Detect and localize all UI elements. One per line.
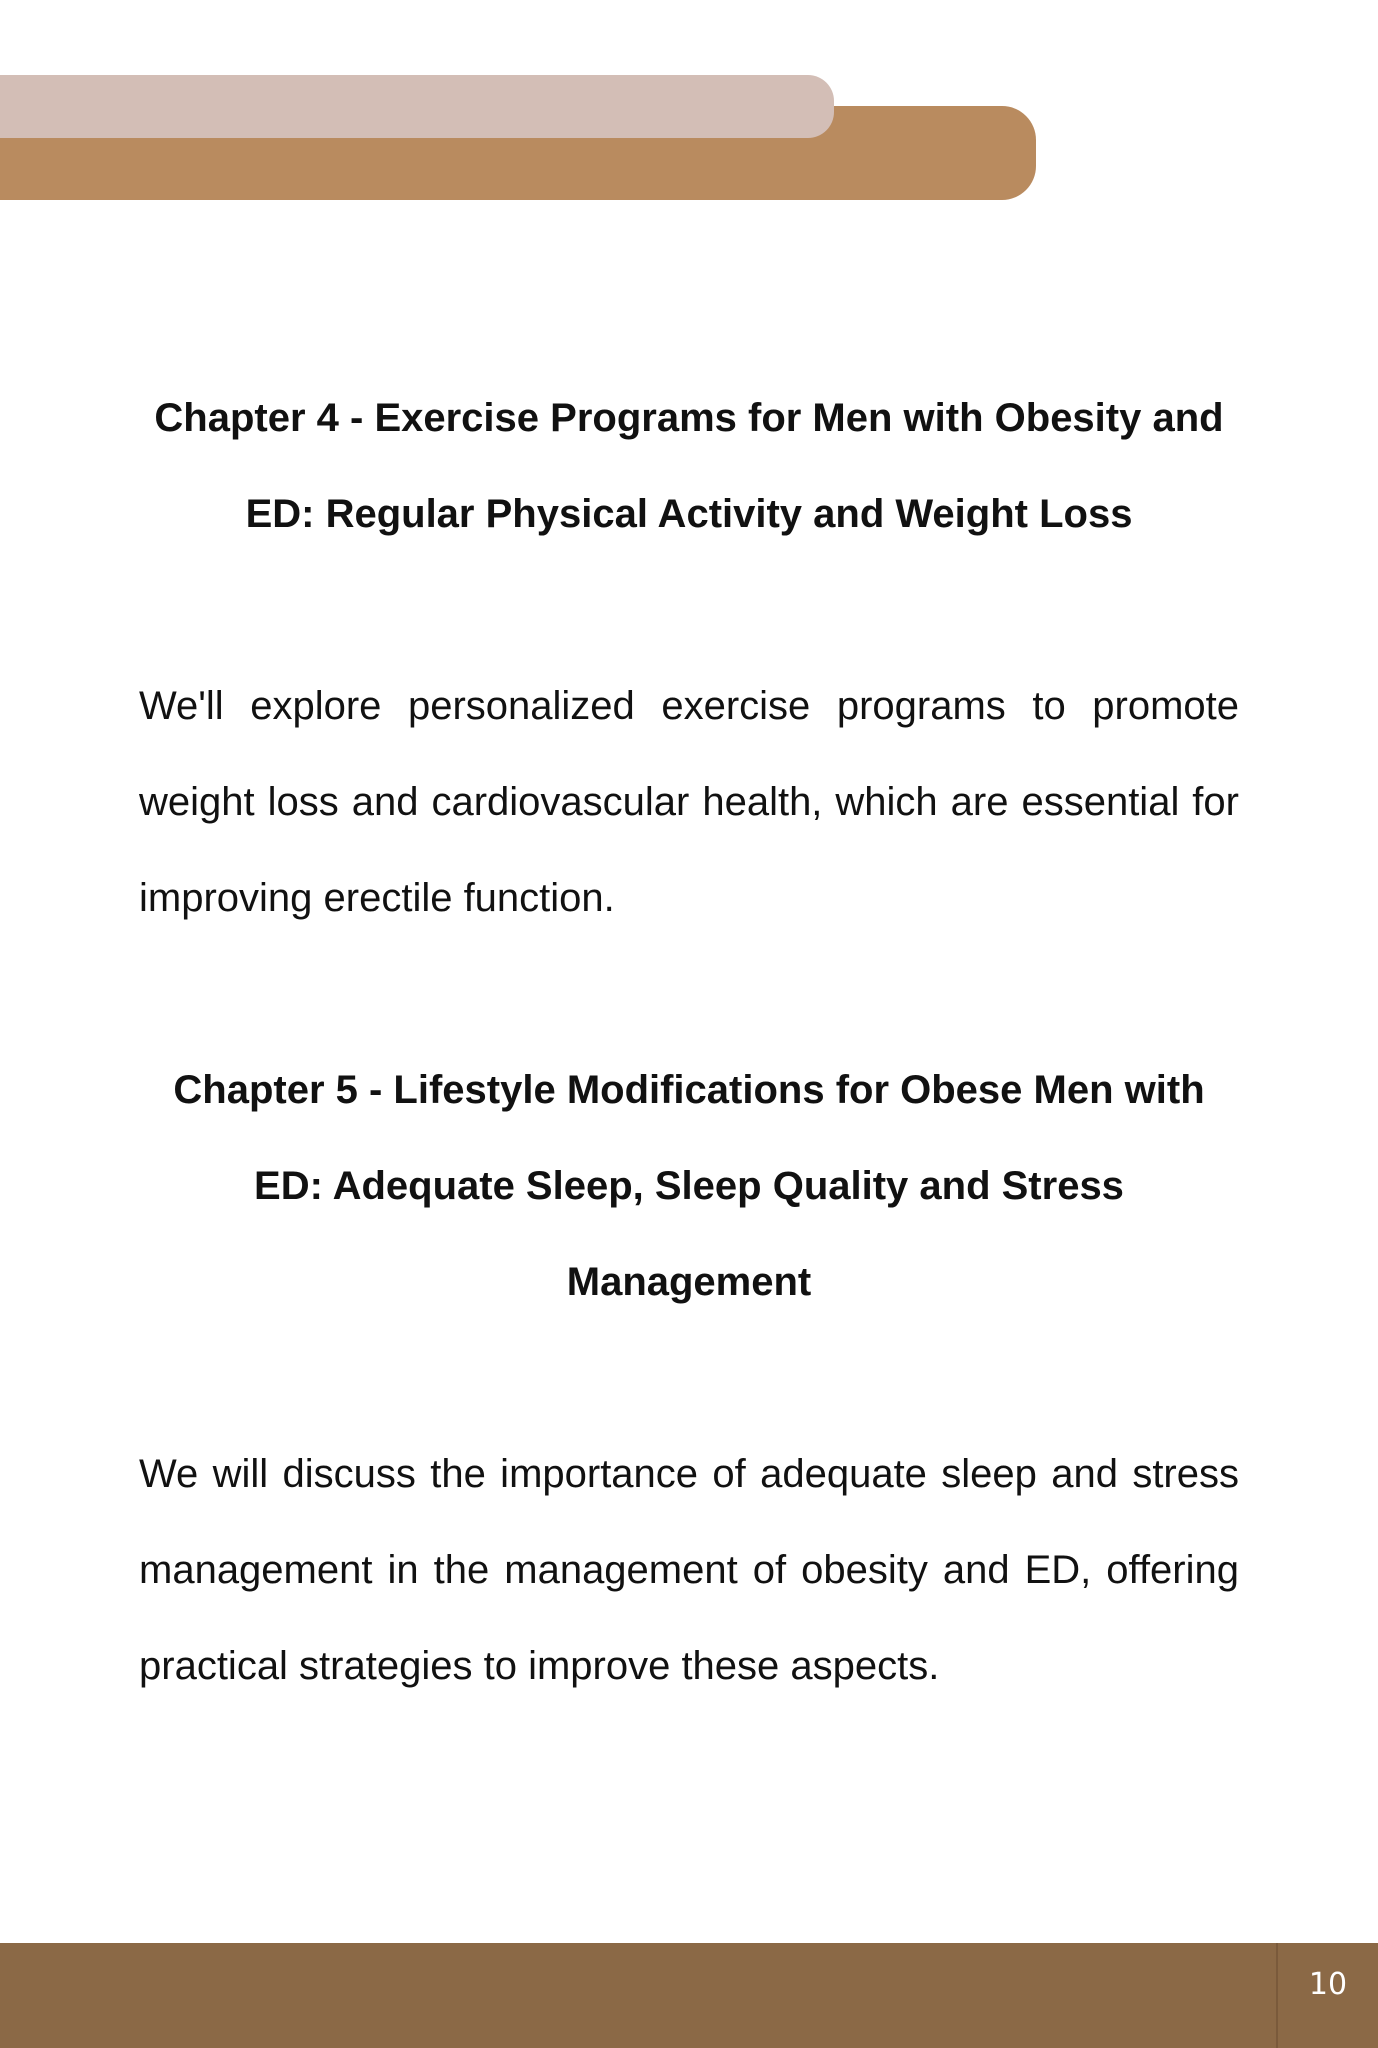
chapter-4-heading: Chapter 4 - Exercise Programs for Men with Obesity and ED: Regular Physical Activity and Weight Loss <box>154 396 1224 536</box>
chapter-4-description: We'll explore personalized exercise programs to promote weight loss and cardiovascular health, which are essential for improving erectile function. <box>139 684 1239 920</box>
chapter-5-description: We will discuss the importance of adequate sleep and stress management in the management of obesity and ED, offering practical strategies to improve these aspects. <box>139 1452 1239 1688</box>
page-number: 10 <box>1276 1943 1378 2048</box>
chapter-5-heading: Chapter 5 - Lifestyle Modifications for Obese Men with ED: Adequate Sleep, Sleep Quality and Stress Management <box>173 1068 1205 1304</box>
page-footer <box>0 1943 1378 2048</box>
page-content <box>139 370 1239 1714</box>
header-decoration-light-band <box>0 75 834 138</box>
